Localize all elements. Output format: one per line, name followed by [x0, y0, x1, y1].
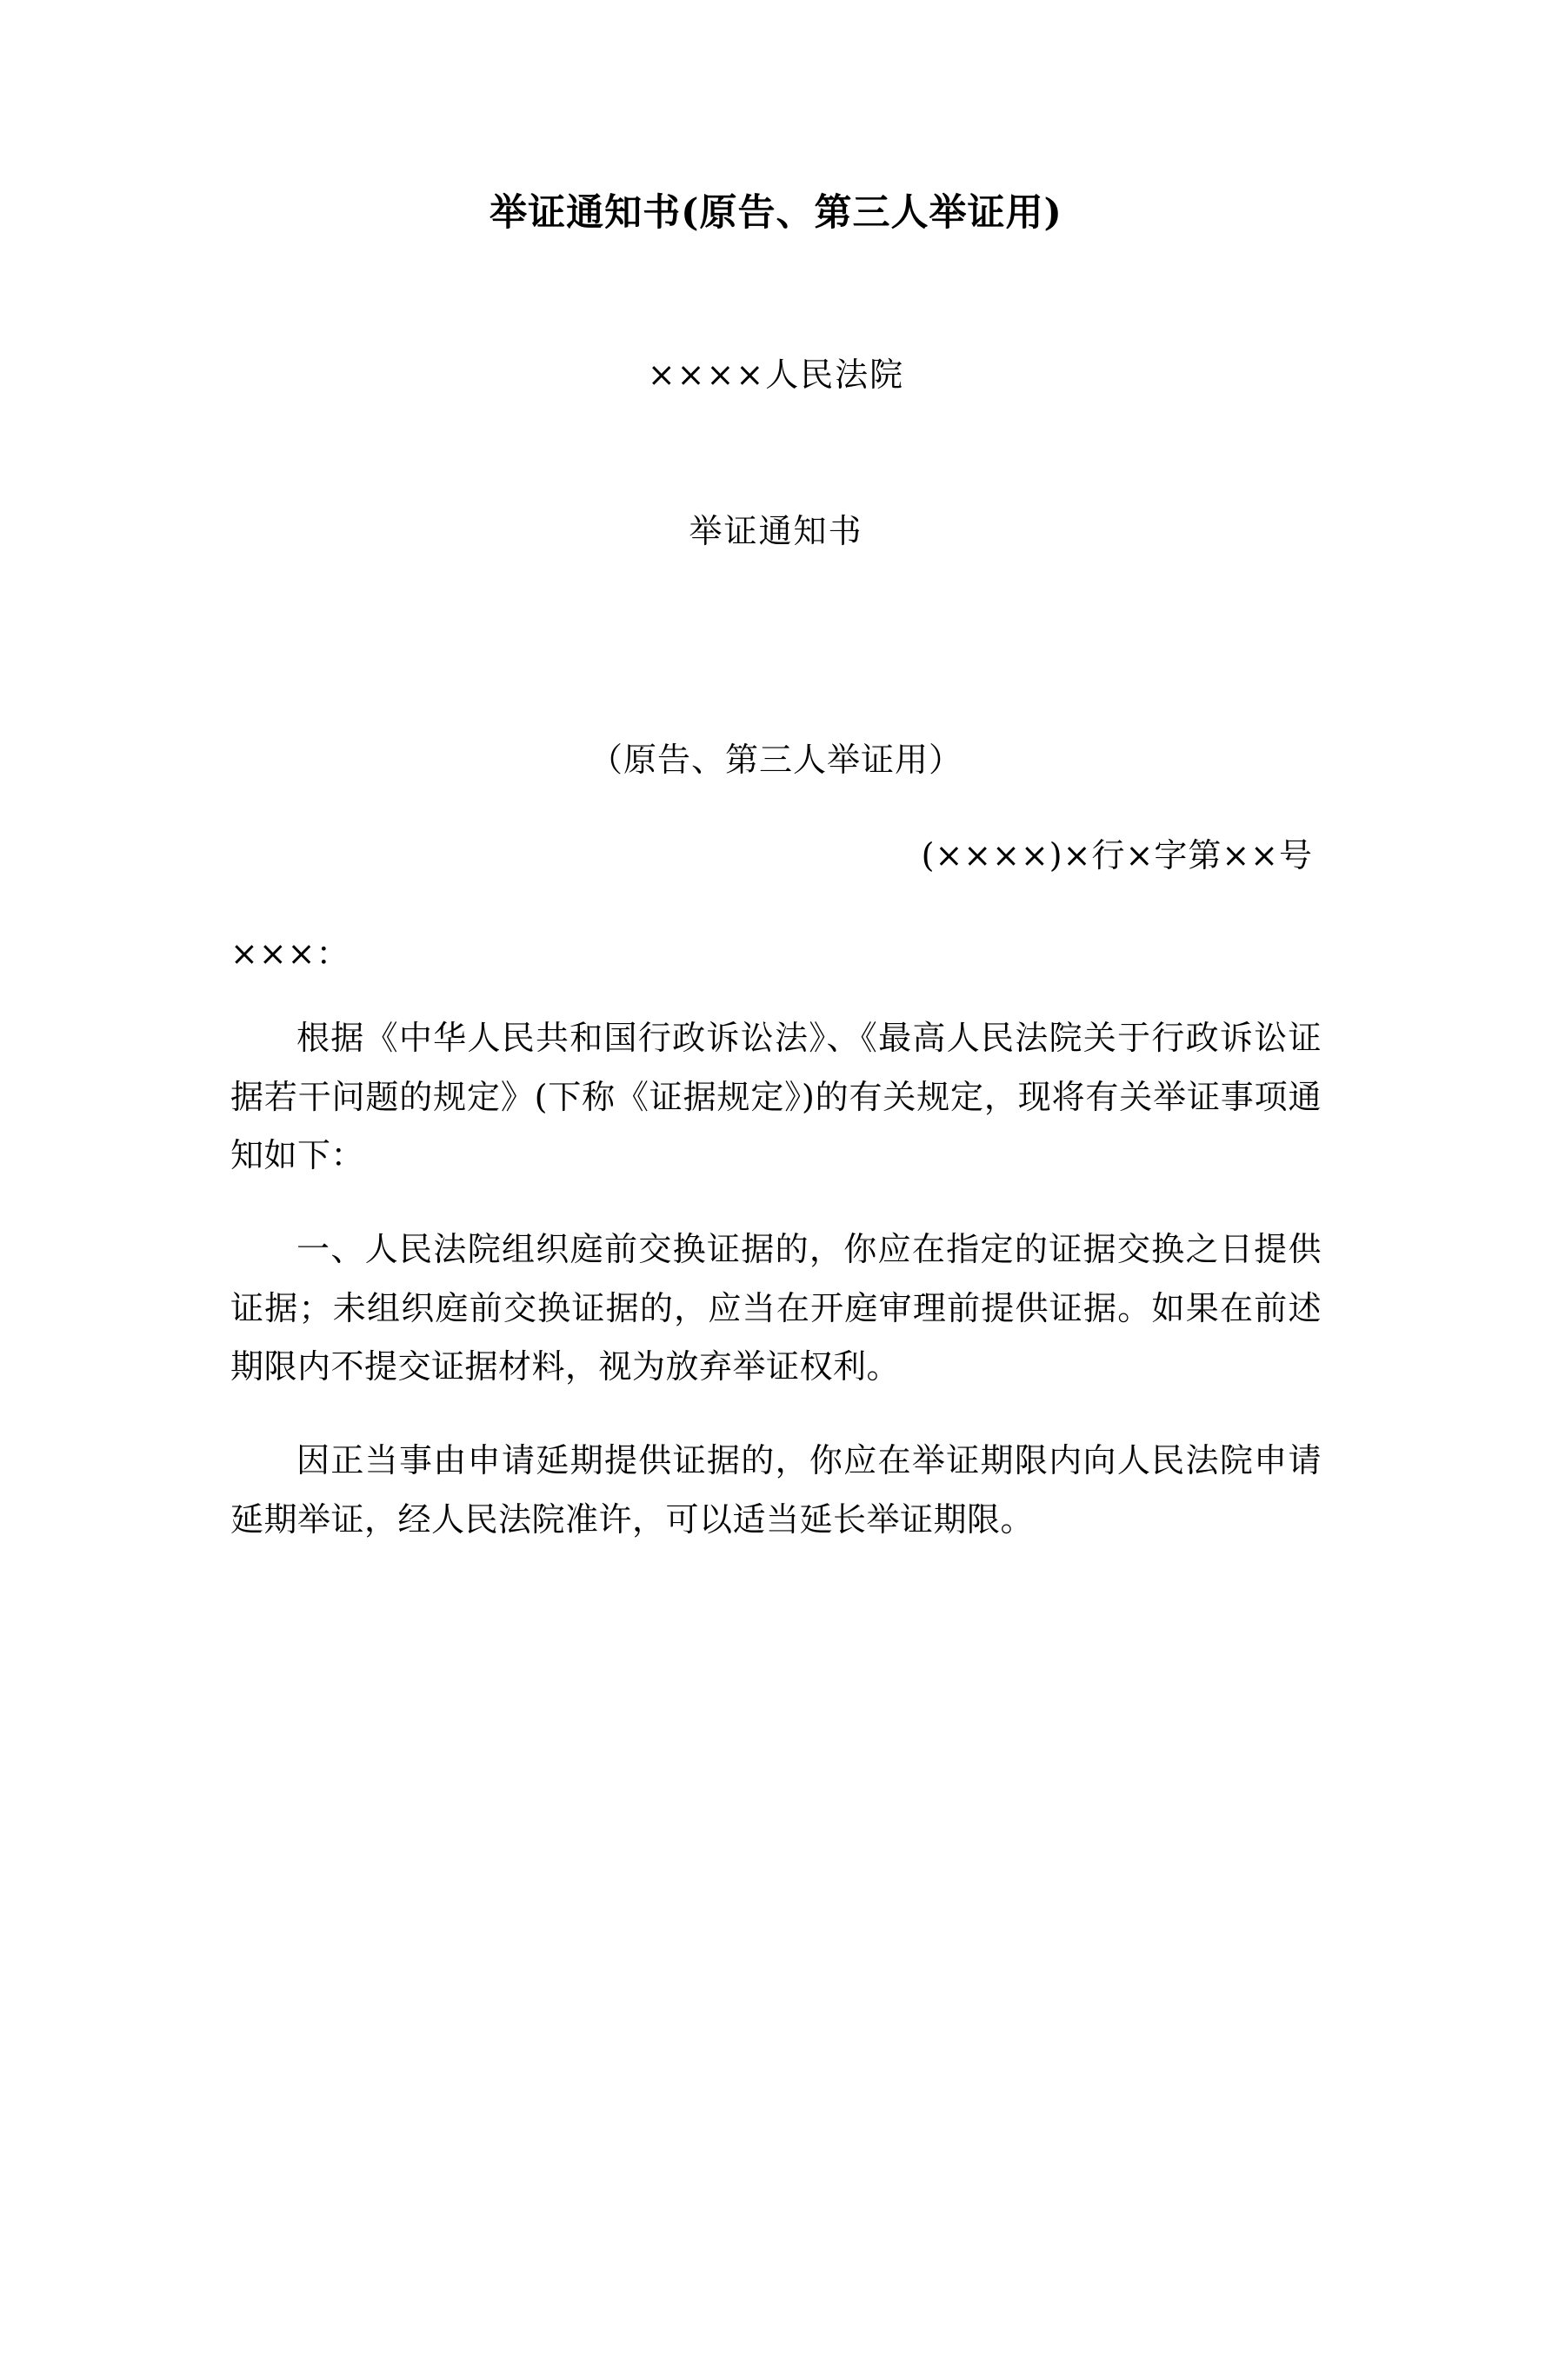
document-page	[0, 187, 1552, 2380]
body-paragraph-2: 一、人民法院组织庭前交换证据的，你应在指定的证据交换之日提供证据；未组织庭前交换证据的，应当在开庭审理前提供证据。如果在前述期限内不提交证据材料，视为放弃举证权利。	[230, 1230, 1322, 1386]
body-paragraph-1: 根据《中华人民共和国行政诉讼法》、《最高人民法院关于行政诉讼证据若干问题的规定》(下称《证据规定》)的有关规定，现将有关举证事项通知如下：	[230, 1019, 1322, 1175]
body-paragraph-3: 因正当事由申请延期提供证据的，你应在举证期限内向人民法院申请延期举证，经人民法院准许，可以适当延长举证期限。	[230, 1440, 1322, 1539]
notice-heading: 举证通知书	[689, 512, 863, 551]
usage-note: （原告、第三人举证用）	[589, 741, 963, 780]
page-title: 举证通知书(原告、第三人举证用)	[490, 191, 1062, 235]
case-number: (××××)×行×字第××号	[921, 836, 1313, 875]
addressee: ×××：	[230, 934, 350, 974]
court-name: ××××人民法院	[647, 356, 905, 395]
